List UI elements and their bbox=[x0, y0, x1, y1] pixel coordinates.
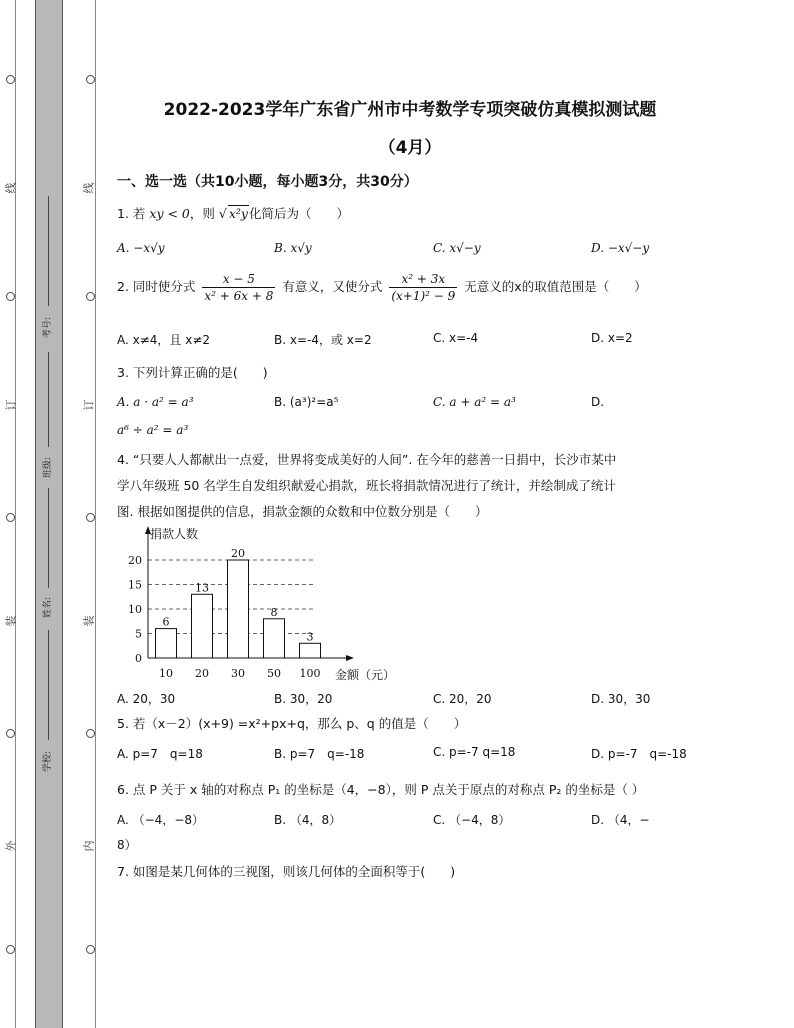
bar bbox=[264, 619, 285, 658]
question-1 bbox=[117, 204, 349, 222]
q1-mid: ，则 bbox=[189, 206, 215, 221]
binding-hole bbox=[86, 292, 95, 301]
field-label-class: 班级: bbox=[43, 456, 53, 478]
x-tick-label: 50 bbox=[267, 667, 281, 680]
x-axis-title: 金额（元） bbox=[335, 668, 396, 682]
fraction-1 bbox=[202, 272, 275, 303]
y-tick-label: 5 bbox=[135, 627, 142, 641]
q3-option-d-expression: a⁶ ÷ a² = a³ bbox=[117, 423, 189, 437]
page-title: 2022-2023学年广东省广州市中考数学专项突破仿真模拟测试题 bbox=[163, 100, 657, 120]
q6-option-d[interactable]: D. （4，− bbox=[591, 813, 650, 827]
binding-hole bbox=[86, 729, 95, 738]
question-7: 7. 如图是某几何体的三视图，则该几何体的全面积等于( ) bbox=[117, 864, 456, 879]
field-blank[interactable] bbox=[48, 630, 49, 740]
bar bbox=[156, 629, 177, 658]
q3-option-d[interactable]: D. bbox=[591, 395, 605, 409]
binding-hole bbox=[86, 513, 95, 522]
q4-option-b[interactable]: B. 30，20 bbox=[274, 692, 333, 706]
q4-option-a[interactable]: A. 20，30 bbox=[117, 692, 176, 706]
q6-option-a[interactable]: A. （−4，−8） bbox=[117, 813, 205, 827]
binding-hole bbox=[86, 75, 95, 84]
question-6: 6. 点 P 关于 x 轴的对称点 P₁ 的坐标是（4，−8），则 P 点关于原点的对称点 P₂ 的坐标是（ ） bbox=[117, 782, 645, 797]
q1-option-c[interactable]: C. x√−y bbox=[433, 241, 481, 255]
y-tick-label: 10 bbox=[128, 603, 142, 616]
margin-char: 内 bbox=[82, 840, 96, 852]
question-4-line-1: 4. “只要人人都献出一点爱，世界将变成美好的人间”. 在今年的慈善一日捐中，长沙市某中 bbox=[117, 452, 617, 467]
q2-part2: 有意义，又使分式 bbox=[282, 279, 383, 294]
fraction-2-denominator: (x+1)² − 9 bbox=[391, 289, 456, 303]
question-5: 5. 若（x－2）(x+9) =x²+px+q，那么 p、q 的值是（ ） bbox=[117, 716, 467, 731]
q1-option-a[interactable]: A. −x√y bbox=[117, 241, 165, 255]
margin-char: 装 bbox=[82, 615, 96, 627]
bar bbox=[192, 594, 213, 658]
field-label-exam-no: 考号: bbox=[43, 316, 53, 338]
donation-bar-chart bbox=[113, 522, 413, 684]
field-blank[interactable] bbox=[48, 352, 49, 447]
q3-option-b[interactable]: B. (a³)²=a⁵ bbox=[274, 395, 339, 409]
binding-hole bbox=[6, 729, 15, 738]
q5-option-c[interactable]: C. p=-7 q=18 bbox=[433, 745, 516, 759]
bar-data-label: 20 bbox=[231, 547, 245, 560]
x-tick-label: 100 bbox=[299, 667, 321, 680]
q1-option-d[interactable]: D. −x√−y bbox=[591, 241, 650, 255]
q1-option-b[interactable]: B. x√y bbox=[274, 241, 312, 255]
field-blank[interactable] bbox=[48, 488, 49, 588]
y-tick-label: 0 bbox=[135, 652, 142, 665]
bar-data-label: 8 bbox=[270, 605, 278, 619]
section-heading: 一、选一选（共10小题，每小题3分，共30分） bbox=[117, 174, 418, 190]
question-3: 3. 下列计算正确的是( ) bbox=[117, 365, 268, 380]
q1-condition: xy < 0 bbox=[149, 206, 190, 221]
margin-char: 外 bbox=[4, 840, 18, 852]
q2-option-a[interactable]: A. x≠4，且 x≠2 bbox=[117, 333, 211, 347]
bar-data-label: 13 bbox=[195, 581, 209, 595]
question-4-line-3: 图. 根据如图提供的信息，捐款金额的众数和中位数分别是（ ） bbox=[117, 504, 488, 519]
q1-radicand: x²y bbox=[228, 206, 248, 221]
y-tick-label: 15 bbox=[128, 578, 142, 592]
bar bbox=[228, 560, 249, 658]
q2-part1: 2. 同时使分式 bbox=[117, 279, 196, 294]
fraction-1-denominator: x² + 6x + 8 bbox=[204, 289, 274, 303]
fraction-2-numerator: x² + 3x bbox=[389, 272, 457, 288]
margin-char: 线 bbox=[4, 182, 18, 194]
q6-option-d-wrap: 8） bbox=[117, 838, 137, 852]
q3-option-c[interactable]: C. a + a² = a³ bbox=[433, 395, 516, 409]
q4-option-d[interactable]: D. 30，30 bbox=[591, 692, 651, 706]
bar-data-label: 3 bbox=[306, 630, 314, 644]
field-label-school: 学校: bbox=[43, 750, 53, 772]
binding-hole bbox=[6, 292, 15, 301]
binding-hole bbox=[6, 945, 15, 954]
q3-option-a[interactable]: A. a · a² = a³ bbox=[117, 395, 194, 409]
bar bbox=[300, 643, 321, 658]
binding-hole bbox=[6, 513, 15, 522]
x-tick-label: 10 bbox=[159, 667, 173, 680]
y-tick-label: 20 bbox=[128, 554, 142, 567]
q1-suffix: 化简后为（ ） bbox=[248, 206, 349, 221]
binding-hole bbox=[6, 75, 15, 84]
sqrt-sign: √ bbox=[218, 206, 227, 221]
q5-option-d[interactable]: D. p=-7 q=-18 bbox=[591, 747, 687, 761]
inner-margin-line bbox=[95, 0, 96, 1028]
field-label-name: 姓名: bbox=[43, 596, 53, 618]
field-blank[interactable] bbox=[48, 196, 49, 306]
fraction-1-numerator: x − 5 bbox=[202, 272, 275, 288]
q6-option-b[interactable]: B. （4，8） bbox=[274, 813, 342, 827]
x-tick-label: 30 bbox=[231, 667, 245, 680]
fraction-2 bbox=[389, 272, 457, 303]
margin-char: 订 bbox=[4, 399, 18, 411]
margin-char: 装 bbox=[4, 615, 18, 627]
outer-margin-line bbox=[15, 0, 16, 1028]
page-subtitle: （4月） bbox=[378, 138, 442, 158]
q1-prefix: 1. 若 bbox=[117, 206, 146, 221]
margin-char: 线 bbox=[82, 182, 96, 194]
x-tick-label: 20 bbox=[195, 667, 209, 680]
q2-option-d[interactable]: D. x=2 bbox=[591, 331, 633, 345]
q2-part3: 无意义的x的取值范围是（ ） bbox=[464, 279, 647, 294]
x-axis-arrow bbox=[346, 655, 354, 661]
y-axis-title: 捐款人数 bbox=[150, 527, 199, 541]
q4-option-c[interactable]: C. 20，20 bbox=[433, 692, 492, 706]
bar-data-label: 6 bbox=[162, 615, 170, 629]
q5-option-b[interactable]: B. p=7 q=-18 bbox=[274, 747, 365, 761]
margin-char: 订 bbox=[82, 399, 96, 411]
question-2 bbox=[117, 272, 647, 303]
q6-option-c[interactable]: C. （−4，8） bbox=[433, 813, 511, 827]
q5-option-a[interactable]: A. p=7 q=18 bbox=[117, 747, 203, 761]
q2-option-b[interactable]: B. x=-4，或 x=2 bbox=[274, 333, 372, 347]
question-4-line-2: 学八年级班 50 名学生自发组织献爱心捐款，班长将捐款情况进行了统计，并绘制成了统计 bbox=[117, 478, 616, 493]
binding-hole bbox=[86, 945, 95, 954]
q2-option-c[interactable]: C. x=-4 bbox=[433, 331, 479, 345]
binding-band bbox=[35, 0, 63, 1028]
